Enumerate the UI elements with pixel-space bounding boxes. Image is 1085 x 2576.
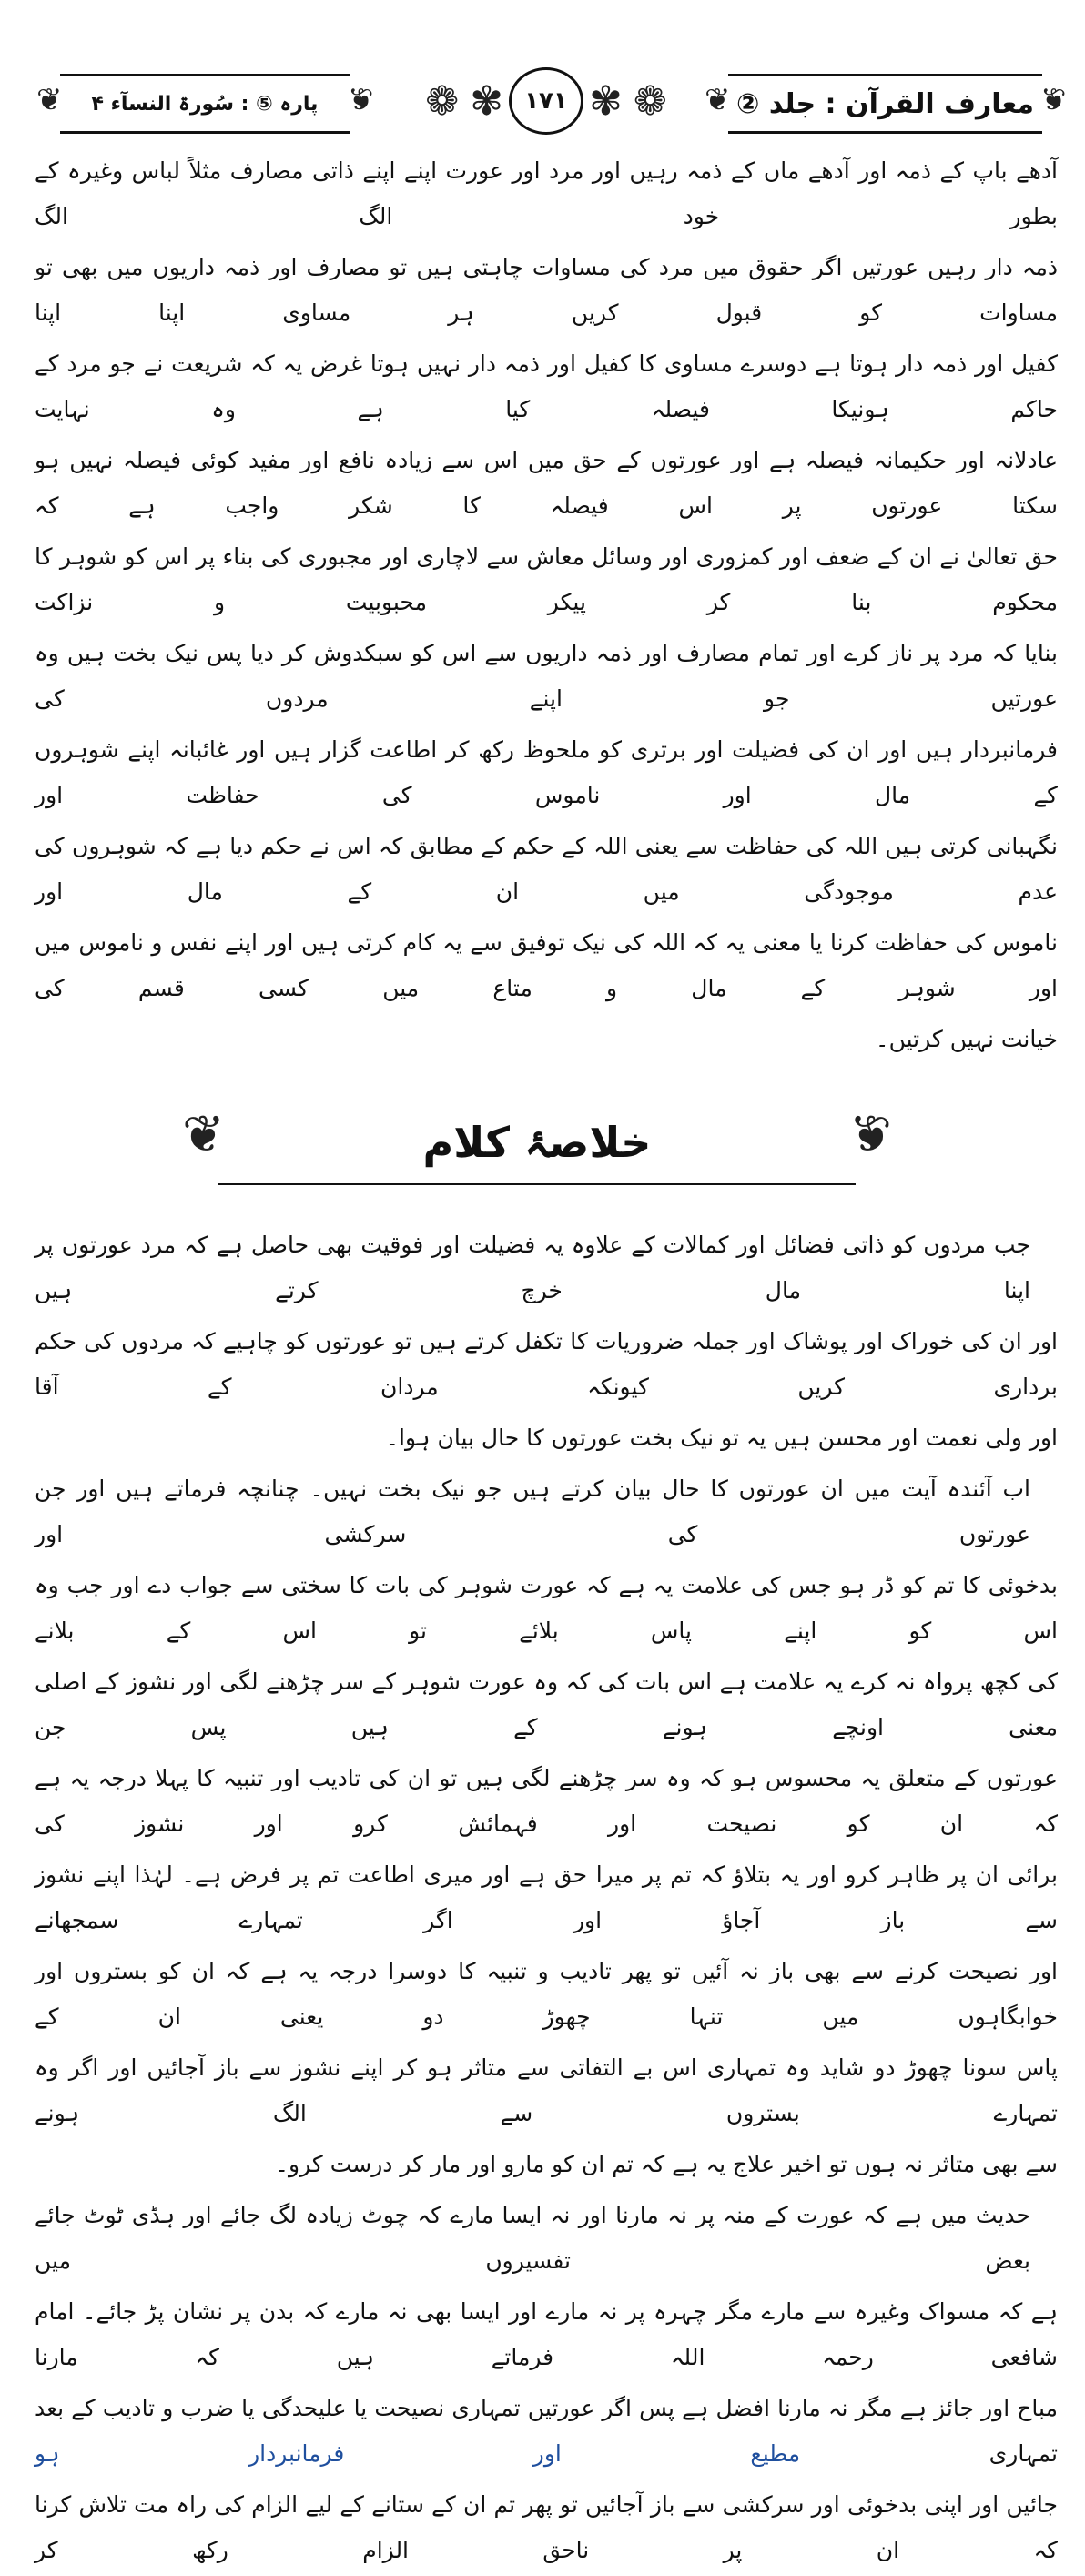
text-line-content: خیانت نہیں کرتیں۔ <box>875 1026 1058 1052</box>
paragraph-block-1 <box>35 146 1058 1065</box>
text-line <box>35 2043 1058 2139</box>
text-line <box>35 1413 1058 1464</box>
text-line <box>35 1850 1058 1946</box>
text-line <box>35 2287 1058 2383</box>
floral-ornament-icon: ✾ <box>470 77 503 125</box>
header-section-label: ❦ پارہ ⑤ : سُورۃ النسآء ۴ <box>91 92 319 116</box>
text-line-content: ناموس کی حفاظت کرنا یا معنی یہ کہ اللہ کی نیک توفیق سے یہ کام کرتی ہیں اور اپنے نفس و ناموس میں اور شوہر کے مال و متاع میں کسی قسم کی <box>35 929 1058 1001</box>
text-line <box>35 1014 1058 1065</box>
text-line <box>35 435 1058 532</box>
floral-ornament-icon: ❦ <box>849 1105 892 1164</box>
text-line <box>35 1946 1058 2043</box>
text-line-content: اب آئندہ آیت میں ان عورتوں کا حال بیان کرتے ہیں جو نیک بخت نہیں۔ چنانچہ فرماتے ہیں اور جن عورتوں کی سرکشی اور <box>35 1476 1030 1547</box>
header-ornament <box>401 67 692 135</box>
floral-ornament-icon: ❁ <box>425 77 460 125</box>
text-line <box>35 2383 1058 2480</box>
page-number <box>509 67 583 135</box>
floral-ornament-icon: ✾ <box>589 77 623 125</box>
text-line <box>35 628 1058 725</box>
text-line <box>35 1657 1058 1753</box>
text-line <box>35 918 1058 1014</box>
text-line <box>35 725 1058 821</box>
header-book-title-box <box>728 74 1042 134</box>
text-line <box>35 2190 1058 2287</box>
paragraph-block-2 <box>35 1220 1058 2576</box>
text-line-content: عادلانہ اور حکیمانہ فیصلہ ہے اور عورتوں کے حق میں اس سے زیادہ نافع اور مفید کوئی فیصلہ نہیں ہو سکتا عورتوں پر اس فیصلہ کا شکر واجب ہے کہ <box>35 447 1058 519</box>
text-line-content: جائیں اور اپنی بدخوئی اور سرکشی سے باز آجائیں تو پھر تم ان کے ستانے کے لیے الزام کی راہ مت تلاش کرنا کہ ان پر ناحق الزام رکھ کر <box>35 2491 1058 2563</box>
text-line <box>35 1464 1058 1560</box>
text-line-content: کفیل اور ذمہ دار ہوتا ہے دوسرے مساوی کا کفیل اور ذمہ دار نہیں ہوتا غرض یہ کہ شریعت نے جو مرد کے حاکم ہونیکا فیصلہ کیا ہے وہ نہایت <box>35 350 1058 422</box>
floral-ornament-icon: ❦ <box>182 1105 225 1164</box>
header-book-title: ❦ معارف القرآن : جلد ② <box>736 87 1034 120</box>
text-line-content: کی کچھ پرواہ نہ کرے یہ علامت ہے اس بات کی کہ وہ عورت شوہر کے سر چڑھنے لگی اور نشوز کے اصلی معنی اونچے ہونے کے ہیں پس جن <box>35 1668 1058 1740</box>
text-line <box>35 821 1058 918</box>
text-line <box>35 1316 1058 1413</box>
text-line-content: نگہبانی کرتی ہیں اللہ کی حفاظت سے یعنی اللہ کے حکم کے مطابق کہ اس نے حکم دیا ہے کہ شوہروں کی عدم موجودگی میں ان کے مال اور <box>35 833 1058 905</box>
text-line-content: آدھے باپ کے ذمہ اور آدھے ماں کے ذمہ رہیں اور مرد اور عورت اپنے اپنے ذاتی مصارف مثلاً لباس وغیرہ کے بطور خود الگ الگ <box>35 157 1058 229</box>
text-line-content: ذمہ دار رہیں عورتیں اگر حقوق میں مرد کی مساوات چاہتی ہیں تو مصارف اور ذمہ داریوں میں بھی تو مساوات کو قبول کریں ہر مساوی اپنا اپنا <box>35 254 1058 326</box>
text-line <box>35 1220 1058 1316</box>
text-line <box>35 242 1058 339</box>
text-line-content: حدیث میں ہے کہ عورت کے منہ پر نہ مارنا اور نہ ایسا مارے کہ چوٹ زیادہ لگ جائے اور ہڈی ٹوٹ جائے بعض تفسیروں میں <box>35 2202 1030 2274</box>
text-line-content: سے بھی متاثر نہ ہوں تو اخیر علاج یہ ہے کہ تم ان کو مارو اور مار کر درست کرو۔ <box>275 2151 1058 2177</box>
text-line-content: مباح اور جائز ہے مگر نہ مارنا افضل ہے پس اگر عورتیں تمہاری نصیحت یا علیحدگی یا ضرب و تادیب کے بعد تمہاری <box>35 2395 1058 2467</box>
floral-ornament-icon: ❁ <box>633 77 667 125</box>
highlighted-text: مطیع اور فرمانبردار ہو <box>35 2440 801 2467</box>
text-line-content: فرمانبردار ہیں اور ان کی فضیلت اور برتری کو ملحوظ رکھ کر اطاعت گزار ہیں اور غائبانہ اپنے شوہروں کے مال اور ناموس کی حفاظت اور <box>35 736 1058 808</box>
text-line <box>35 146 1058 242</box>
page-number-text: ۱۷۱ <box>524 87 568 115</box>
text-line-content: حق تعالیٰ نے ان کے ضعف اور کمزوری اور وسائل معاش سے لاچاری اور مجبوری کی بناء پر اس کو شوہر کا محکوم بنا کر پیکر محبوبیت و نزاکت <box>35 543 1058 615</box>
text-line-content: برائی ان پر ظاہر کرو اور یہ بتلاؤ کہ تم پر میرا حق ہے اور میری اطاعت تم پر فرض ہے۔ لہٰذا اپنے نشوز سے باز آجاؤ اور اگر تمہارے سمجھانے <box>35 1861 1058 1933</box>
text-line-content: جب مردوں کو ذاتی فضائل اور کمالات کے علاوہ یہ فضیلت اور فوقیت بھی حاصل ہے کہ مرد عورتوں پر اپنا مال خرچ کرتے ہیں <box>35 1232 1030 1303</box>
text-line <box>35 2139 1058 2190</box>
section-heading: خلاصۂ کلام <box>422 1118 652 1167</box>
text-line <box>35 2480 1058 2576</box>
text-line-content: اور ان کی خوراک اور پوشاک اور جملہ ضروریات کا تکفل کرتے ہیں تو عورتوں کو چاہیے کہ مردوں کی حکم برداری کریں کیونکہ مردان کے آقا <box>35 1328 1058 1400</box>
section-heading-wrapper <box>0 1101 1085 1202</box>
text-line <box>35 339 1058 435</box>
text-line <box>35 532 1058 628</box>
text-line-content: پاس سونا چھوڑ دو شاید وہ تمہاری اس بے التفاتی سے متاثر ہو کر اپنے نشوز سے باز آجائیں اور اگر وہ تمہارے بستروں سے الگ ہونے <box>35 2054 1058 2126</box>
section-heading-box <box>182 1101 892 1185</box>
text-line-content: بنایا کہ مرد پر ناز کرے اور تمام مصارف اور ذمہ داریوں سے اس کو سبکدوش کر دیا پس نیک بخت ہیں وہ عورتیں جو اپنے مردوں کی <box>35 640 1058 712</box>
text-line-content: اور ولی نعمت اور محسن ہیں یہ تو نیک بخت عورتوں کا حال بیان ہوا۔ <box>385 1425 1058 1451</box>
text-line-content: عورتوں کے متعلق یہ محسوس ہو کہ وہ سر چڑھنے لگی ہیں تو ان کی تادیب اور تنبیہ کا پہلا درجہ یہ ہے کہ ان کو نصیحت اور فہمائش کرو اور نشوز کی <box>35 1765 1058 1837</box>
text-line-content: ہے کہ مسواک وغیرہ سے مارے مگر چہرہ پر نہ مارے اور ایسا بھی نہ مارے کہ بدن پر نشان پڑ جائے۔ امام شافعی رحمہ اللہ فرماتے ہیں کہ مارنا <box>35 2298 1058 2370</box>
text-line-content: اور نصیحت کرنے سے بھی باز نہ آئیں تو پھر تادیب و تنبیہ کا دوسرا درجہ یہ ہے کہ ان کو بستروں اور خوابگاہوں میں تنہا چھوڑ دو یعنی ان کے <box>35 1958 1058 2030</box>
page-header <box>0 0 1085 146</box>
text-line-content: بدخوئی کا تم کو ڈر ہو جس کی علامت یہ ہے کہ عورت شوہر کی بات کا سختی سے جواب دے اور جب وہ اس کو اپنے پاس بلائے تو اس کے بلانے <box>35 1572 1058 1644</box>
header-section-label-box <box>60 74 350 134</box>
text-line <box>35 1560 1058 1657</box>
text-line <box>35 1753 1058 1850</box>
